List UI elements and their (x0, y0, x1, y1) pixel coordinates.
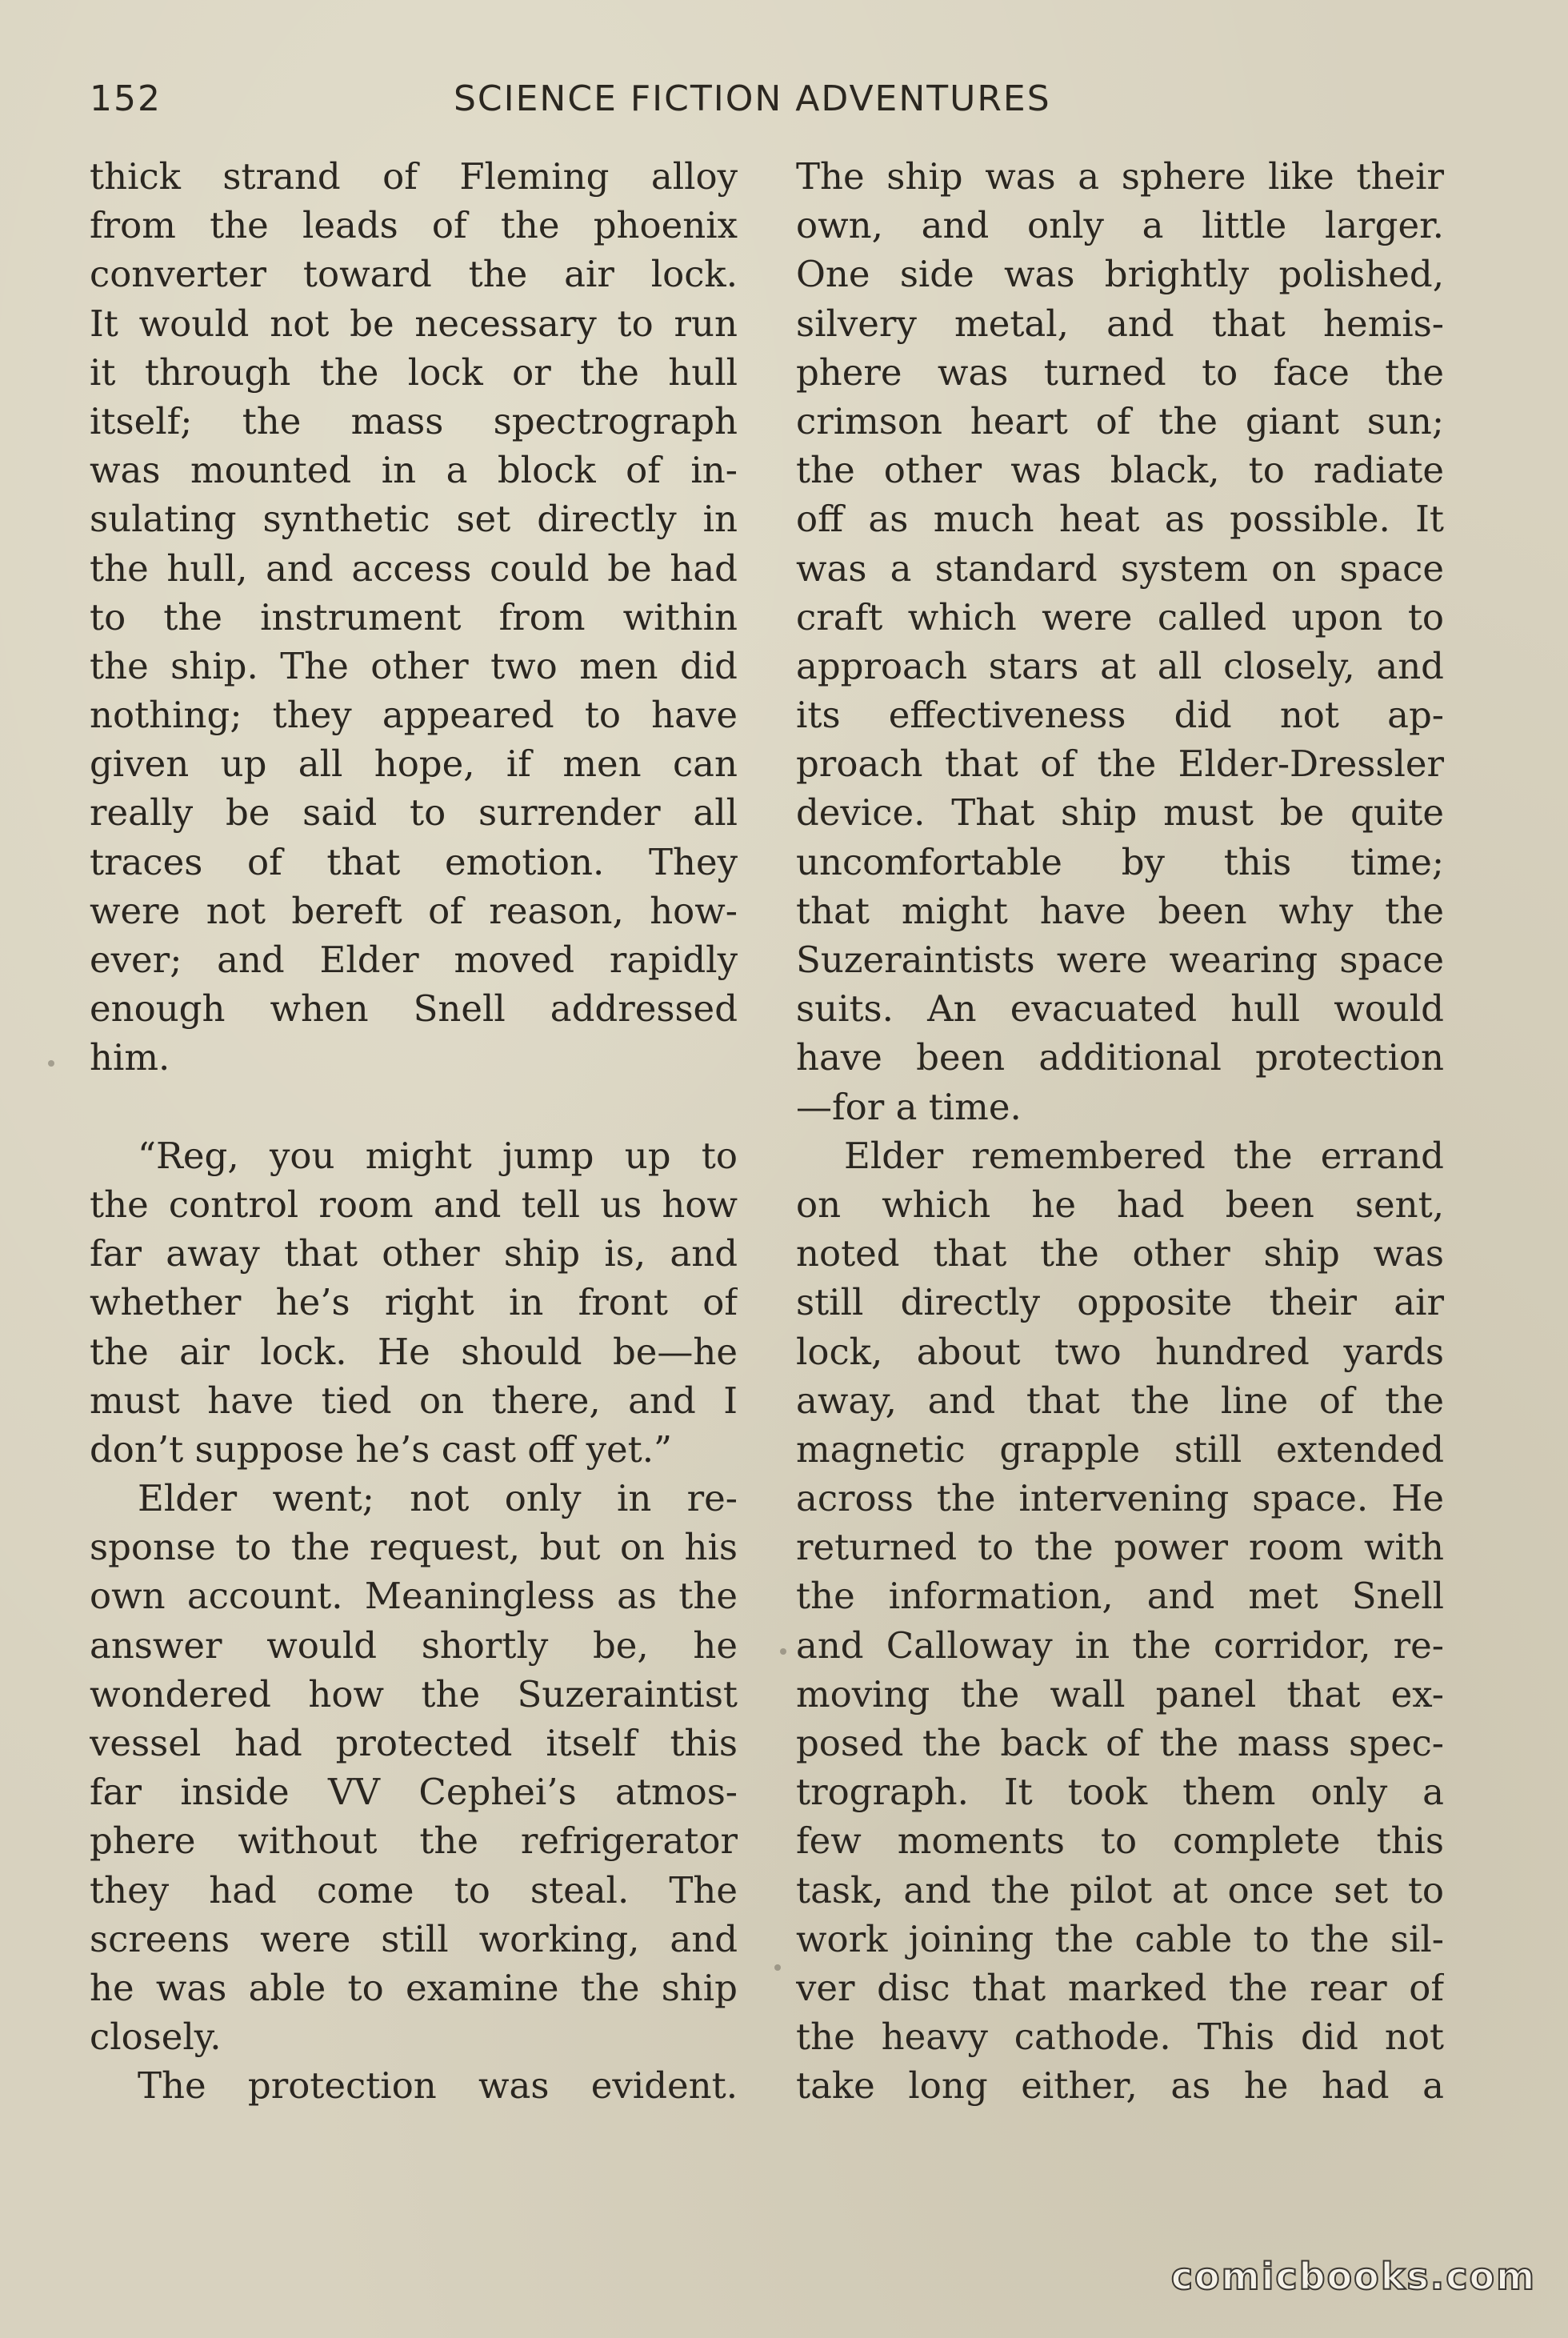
text-line: on which he had been sent, (796, 1183, 1444, 1226)
text-line: the other was black, to radiate (796, 449, 1444, 492)
text-line: far away that other ship is, and (90, 1232, 738, 1275)
text-line: phere without the refrigerator (90, 1820, 738, 1863)
text-line: the air lock. He should be—he (90, 1330, 738, 1373)
text-line: ever; and Elder moved rapidly (90, 939, 738, 981)
text-line: he was able to examine the ship (90, 1966, 738, 2009)
paper-speck (774, 1964, 781, 1971)
text-line: converter toward the air lock. (90, 253, 738, 296)
text-line: don’t suppose he’s cast off yet.” (90, 1427, 673, 1471)
text-line: and Calloway in the corridor, re- (796, 1623, 1444, 1667)
text-line: to the instrument from within (90, 595, 738, 639)
running-title: SCIENCE FICTION ADVENTURES (454, 78, 1051, 119)
text-line: sponse to the request, but on his (90, 1526, 738, 1569)
text-line: closely. (90, 2016, 222, 2059)
text-line: crimson heart of the giant sun; (796, 399, 1444, 442)
text-line: own, and only a little larger. (796, 204, 1444, 247)
text-line: traces of that emotion. They (90, 840, 738, 883)
text-line: “Reg, you might jump up to (138, 1134, 738, 1177)
text-line: It would not be necessary to run (90, 302, 738, 345)
text-line: wondered how the Suzeraintist (90, 1672, 738, 1715)
text-line: Elder went; not only in re- (138, 1477, 738, 1520)
text-line: they had come to steal. The (90, 1868, 738, 1912)
text-line: thick strand of Fleming alloy (90, 155, 738, 198)
right-column (796, 152, 1444, 2111)
text-line: the information, and met Snell (796, 1575, 1444, 1618)
text-line: sulating synthetic set directly in (90, 498, 738, 541)
watermark: comicbooks.com (1170, 2255, 1536, 2298)
text-line: enough when Snell addressed (90, 987, 738, 1031)
text-line: him. (90, 1036, 170, 1079)
text-line: task, and the pilot at once set to (796, 1868, 1444, 1912)
text-line: take long either, as he had a (796, 2064, 1444, 2108)
text-line: device. That ship must be quite (796, 791, 1444, 835)
text-line: off as much heat as possible. It (796, 498, 1444, 541)
text-line: the heavy cathode. This did not (796, 2016, 1444, 2059)
text-line: proach that of the Elder-Dressler (796, 743, 1444, 786)
text-line: noted that the other ship was (796, 1232, 1444, 1275)
text-line: Elder remembered the errand (844, 1134, 1444, 1177)
text-line: its effectiveness did not ap- (796, 694, 1444, 737)
text-line: it through the lock or the hull (90, 350, 738, 394)
text-line: the hull, and access could be had (90, 546, 738, 590)
running-head (90, 78, 1074, 134)
text-line: uncomfortable by this time; (796, 840, 1444, 883)
text-line: magnetic grapple still extended (796, 1427, 1444, 1471)
text-line: phere was turned to face the (796, 350, 1444, 394)
text-line: returned to the power room with (796, 1526, 1444, 1569)
text-line: trograph. It took them only a (796, 1771, 1444, 1814)
text-line: craft which were called upon to (796, 595, 1444, 639)
paper-speck (780, 1648, 786, 1655)
text-line: silvery metal, and that hemis- (796, 302, 1444, 345)
text-line: —for a time. (796, 1085, 1022, 1128)
text-line: far inside VV Cephei’s atmos- (90, 1771, 738, 1814)
paragraph-gap (90, 1083, 738, 1131)
text-line: was mounted in a block of in- (90, 449, 738, 492)
text-line: The protection was evident. (138, 2064, 738, 2108)
text-line: were not bereft of reason, how- (90, 889, 738, 932)
text-line: approach stars at all closely, and (796, 644, 1444, 687)
text-line: suits. An evacuated hull would (796, 987, 1444, 1031)
text-line: given up all hope, if men can (90, 743, 738, 786)
text-line: lock, about two hundred yards (796, 1330, 1444, 1373)
text-line: whether he’s right in front of (90, 1281, 738, 1324)
text-line: across the intervening space. He (796, 1477, 1444, 1520)
text-line: screens were still working, and (90, 1917, 738, 1960)
text-line: really be said to surrender all (90, 791, 738, 835)
text-line: Suzeraintists were wearing space (796, 939, 1444, 981)
text-line: The ship was a sphere like their (796, 155, 1444, 198)
text-line: from the leads of the phoenix (90, 204, 738, 247)
text-line: answer would shortly be, he (90, 1623, 738, 1667)
text-line: still directly opposite their air (796, 1281, 1444, 1324)
text-line: itself; the mass spectrograph (90, 399, 738, 442)
text-line: must have tied on there, and I (90, 1379, 738, 1422)
left-column (90, 152, 738, 2111)
text-line: posed the back of the mass spec- (796, 1722, 1444, 1764)
text-line: have been additional protection (796, 1036, 1444, 1079)
paper-speck (48, 1060, 54, 1067)
text-line: that might have been why the (796, 889, 1444, 932)
page-number: 152 (90, 78, 162, 119)
text-line: was a standard system on space (796, 546, 1444, 590)
text-line: moving the wall panel that ex- (796, 1672, 1444, 1715)
text-line: few moments to complete this (796, 1820, 1444, 1863)
text-line: the ship. The other two men did (90, 644, 738, 687)
text-line: the control room and tell us how (90, 1183, 738, 1226)
text-line: vessel had protected itself this (90, 1722, 738, 1764)
text-line: nothing; they appeared to have (90, 694, 738, 737)
text-line: ver disc that marked the rear of (796, 1966, 1444, 2009)
text-line: work joining the cable to the sil- (796, 1917, 1444, 1960)
text-line: One side was brightly polished, (796, 253, 1444, 296)
text-line: own account. Meaningless as the (90, 1575, 738, 1618)
text-line: away, and that the line of the (796, 1379, 1444, 1422)
